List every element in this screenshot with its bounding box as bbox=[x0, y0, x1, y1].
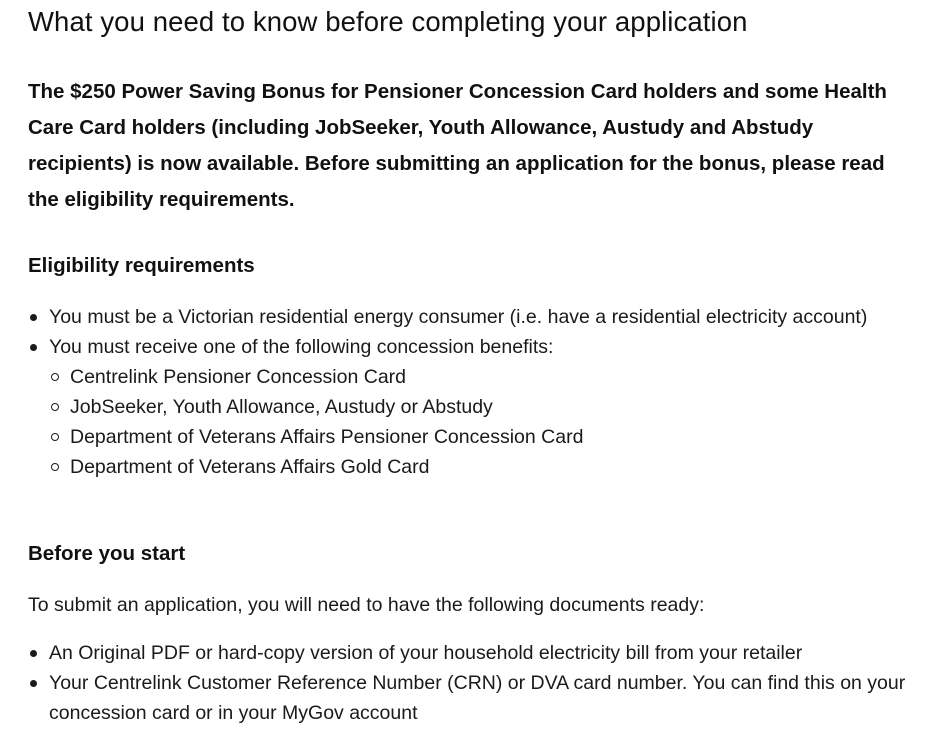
sub-list-item bbox=[49, 392, 912, 422]
eligibility-list bbox=[28, 302, 912, 482]
bullet-icon bbox=[30, 680, 37, 687]
sub-list-item-text: Centrelink Pensioner Concession Card bbox=[70, 366, 407, 388]
circle-bullet-icon bbox=[51, 433, 59, 441]
page-title: What you need to know before completing your application bbox=[28, 6, 748, 37]
circle-bullet-icon bbox=[51, 403, 59, 411]
sub-list-item bbox=[49, 422, 912, 452]
eligibility-section bbox=[28, 252, 912, 482]
list-item-text: You must be a Victorian residential energy consumer (i.e. have a residential electricity account) bbox=[49, 306, 868, 328]
sub-list-item-text: Department of Veterans Affairs Gold Card bbox=[70, 456, 430, 478]
documents-list bbox=[28, 638, 912, 728]
bullet-icon bbox=[30, 314, 37, 321]
intro-paragraph: The $250 Power Saving Bonus for Pensioner Concession Card holders and some Health Care Card holders (including JobSeeker, Youth Allowance, Austudy and Abstudy recipients) is now available. Before submitting an application for the bonus, please read the eligibility requirements. bbox=[28, 80, 887, 211]
list-item bbox=[28, 332, 912, 482]
eligibility-heading: Eligibility requirements bbox=[28, 254, 255, 277]
circle-bullet-icon bbox=[51, 463, 59, 471]
list-item bbox=[28, 668, 912, 728]
sub-list-item-text: JobSeeker, Youth Allowance, Austudy or Abstudy bbox=[70, 396, 493, 418]
before-you-start-lead: To submit an application, you will need to have the following documents ready: bbox=[28, 594, 705, 616]
bullet-icon bbox=[30, 344, 37, 351]
before-you-start-heading: Before you start bbox=[28, 542, 186, 565]
sub-list-item-text: Department of Veterans Affairs Pensioner Concession Card bbox=[70, 426, 584, 448]
sub-list-item bbox=[49, 362, 912, 392]
list-item-text: You must receive one of the following concession benefits: bbox=[49, 336, 554, 358]
sub-list-item bbox=[49, 452, 912, 482]
concession-benefits-list bbox=[49, 362, 912, 482]
bullet-icon bbox=[30, 650, 37, 657]
list-item bbox=[28, 302, 912, 332]
list-item-text: An Original PDF or hard-copy version of your household electricity bill from your retailer bbox=[49, 642, 803, 664]
list-item bbox=[28, 638, 912, 668]
list-item-text: Your Centrelink Customer Reference Number (CRN) or DVA card number. You can find this on your concession card or in your MyGov account bbox=[49, 672, 906, 724]
circle-bullet-icon bbox=[51, 373, 59, 381]
before-you-start-section bbox=[28, 540, 912, 728]
